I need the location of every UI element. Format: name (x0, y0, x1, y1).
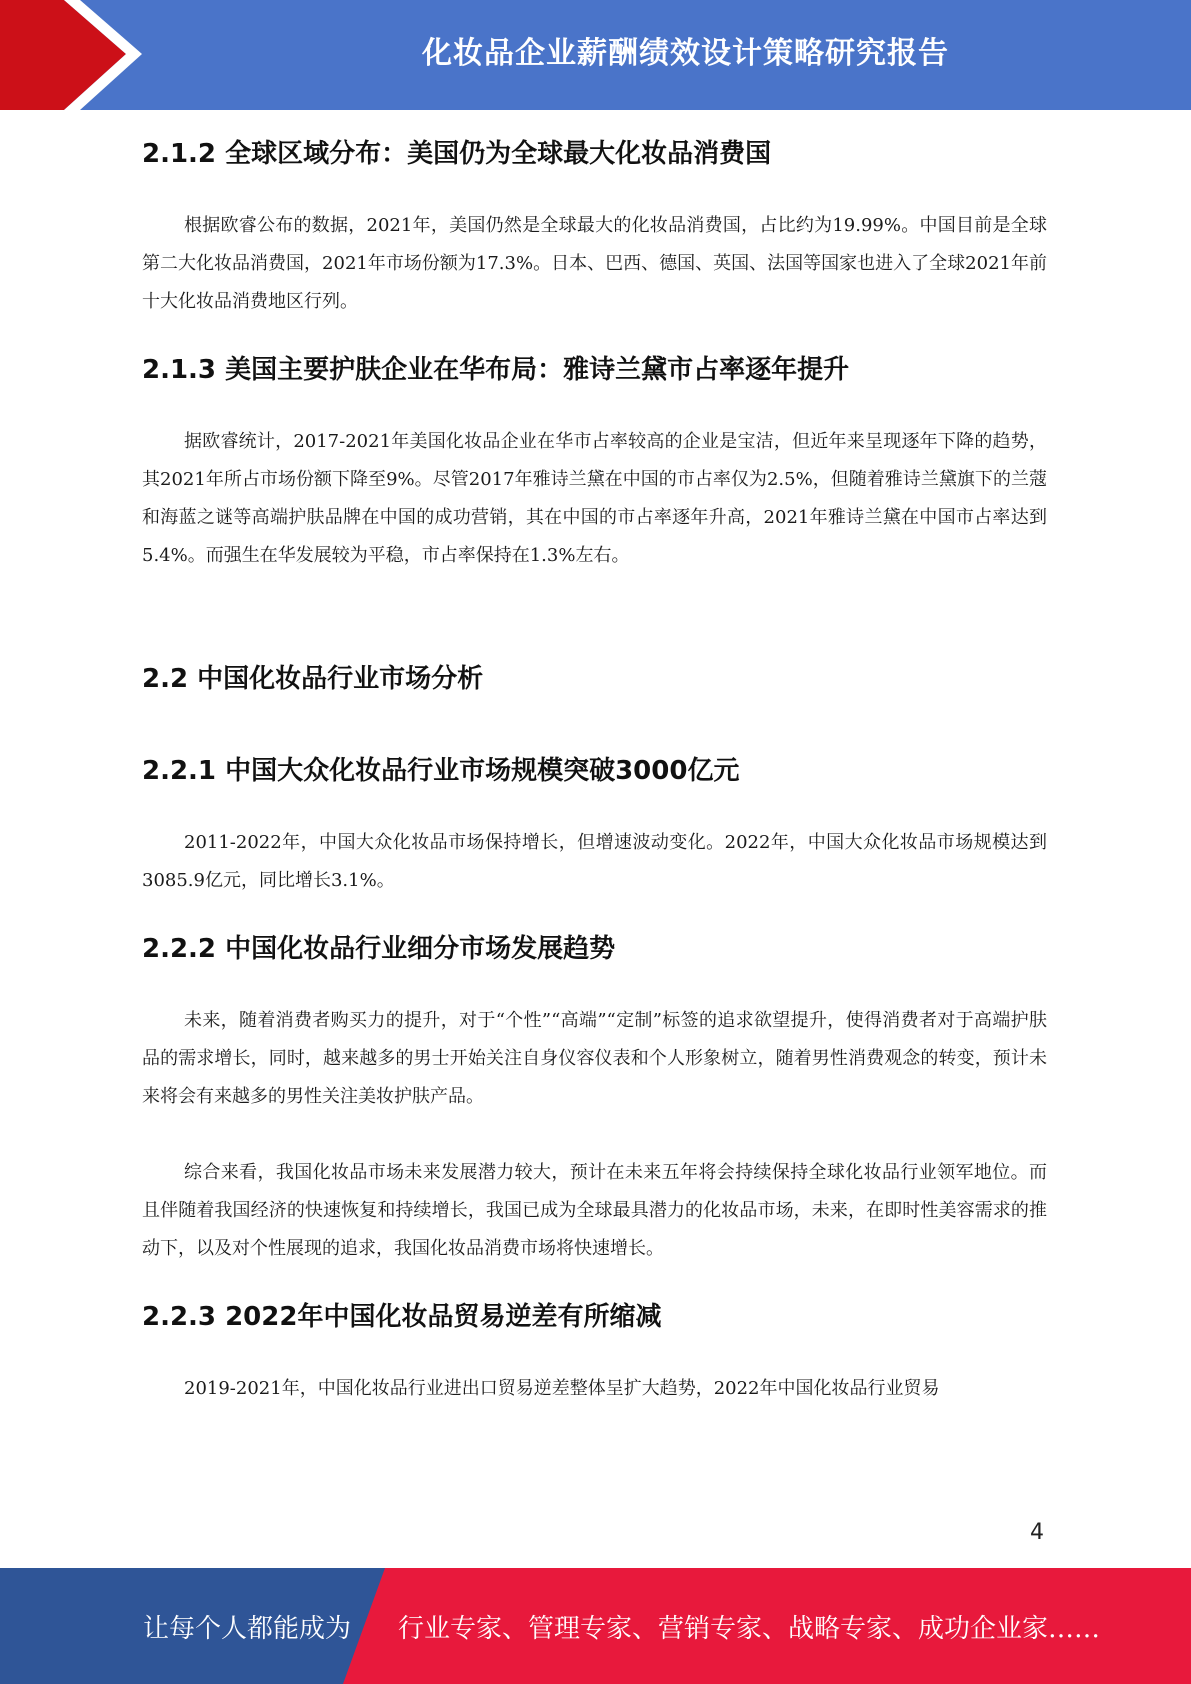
section-heading-2-1-2: 2.1.2 全球区域分布：美国仍为全球最大化妆品消费国 (142, 139, 772, 169)
section-heading-2-2-3: 2.2.3 2022年中国化妆品贸易逆差有所缩减 (142, 1302, 662, 1332)
page-number: 4 (1030, 1520, 1044, 1545)
paragraph: 综合来看，我国化妆品市场未来发展潜力较大，预计在未来五年将会持续保持全球化妆品行业领军地位。而且伴随着我国经济的快速恢复和持续增长，我国已成为全球最具潜力的化妆品市场，未来，在即时性美容需求的推动下，以及对个性展现的追求，我国化妆品消费市场将快速增长。 (142, 1162, 1047, 1259)
footer-slogan-right: 行业专家、管理专家、营销专家、战略专家、成功企业家…… (398, 1613, 1101, 1644)
footer-slogan-left: 让每个人都能成为 (143, 1613, 352, 1644)
paragraph: 据欧睿统计，2017-2021年美国化妆品企业在华市占率较高的企业是宝洁，但近年来呈现逐年下降的趋势，其2021年所占市场份额下降至9%。尽管2017年雅诗兰黛在中国的市占率仅为2.5%，但随着雅诗兰黛旗下的兰蔻和海蓝之谜等高端护肤品牌在中国的成功营销，其在中国的市占率逐年升高，2021年雅诗兰黛在中国市占率达到5.4%。而强生在华发展较为平稳，市占率保持在1.3%左右。 (142, 431, 1047, 566)
paragraph: 未来，随着消费者购买力的提升，对于“个性”“高端”“定制”标签的追求欲望提升，使得消费者对于高端护肤品的需求增长，同时，越来越多的男士开始关注自身仪容仪表和个人形象树立，随着男性消费观念的转变，预计未来将会有来越多的男性关注美妆护肤产品。 (142, 1010, 1047, 1107)
section-heading-2-2-2: 2.2.2 中国化妆品行业细分市场发展趋势 (142, 934, 616, 964)
document-body (142, 110, 1047, 1408)
page-footer (0, 1568, 1191, 1684)
section-heading-2-1-3: 2.1.3 美国主要护肤企业在华布局：雅诗兰黛市占率逐年提升 (142, 355, 850, 385)
red-arrow-decoration (0, 0, 160, 110)
report-title: 化妆品企业薪酬绩效设计策略研究报告 (422, 36, 949, 71)
section-heading-2-2-1: 2.2.1 中国大众化妆品行业市场规模突破3000亿元 (142, 756, 740, 786)
section-heading-2-2: 2.2 中国化妆品行业市场分析 (142, 664, 484, 694)
page-header (0, 0, 1191, 110)
paragraph: 根据欧睿公布的数据，2021年，美国仍然是全球最大的化妆品消费国，占比约为19.99%。中国目前是全球第二大化妆品消费国，2021年市场份额为17.3%。日本、巴西、德国、英国、法国等国家也进入了全球2021年前十大化妆品消费地区行列。 (142, 215, 1047, 312)
paragraph: 2019-2021年，中国化妆品行业进出口贸易逆差整体呈扩大趋势，2022年中国化妆品行业贸易 (184, 1378, 940, 1399)
paragraph: 2011-2022年，中国大众化妆品市场保持增长，但增速波动变化。2022年，中国大众化妆品市场规模达到3085.9亿元，同比增长3.1%。 (142, 832, 1047, 891)
